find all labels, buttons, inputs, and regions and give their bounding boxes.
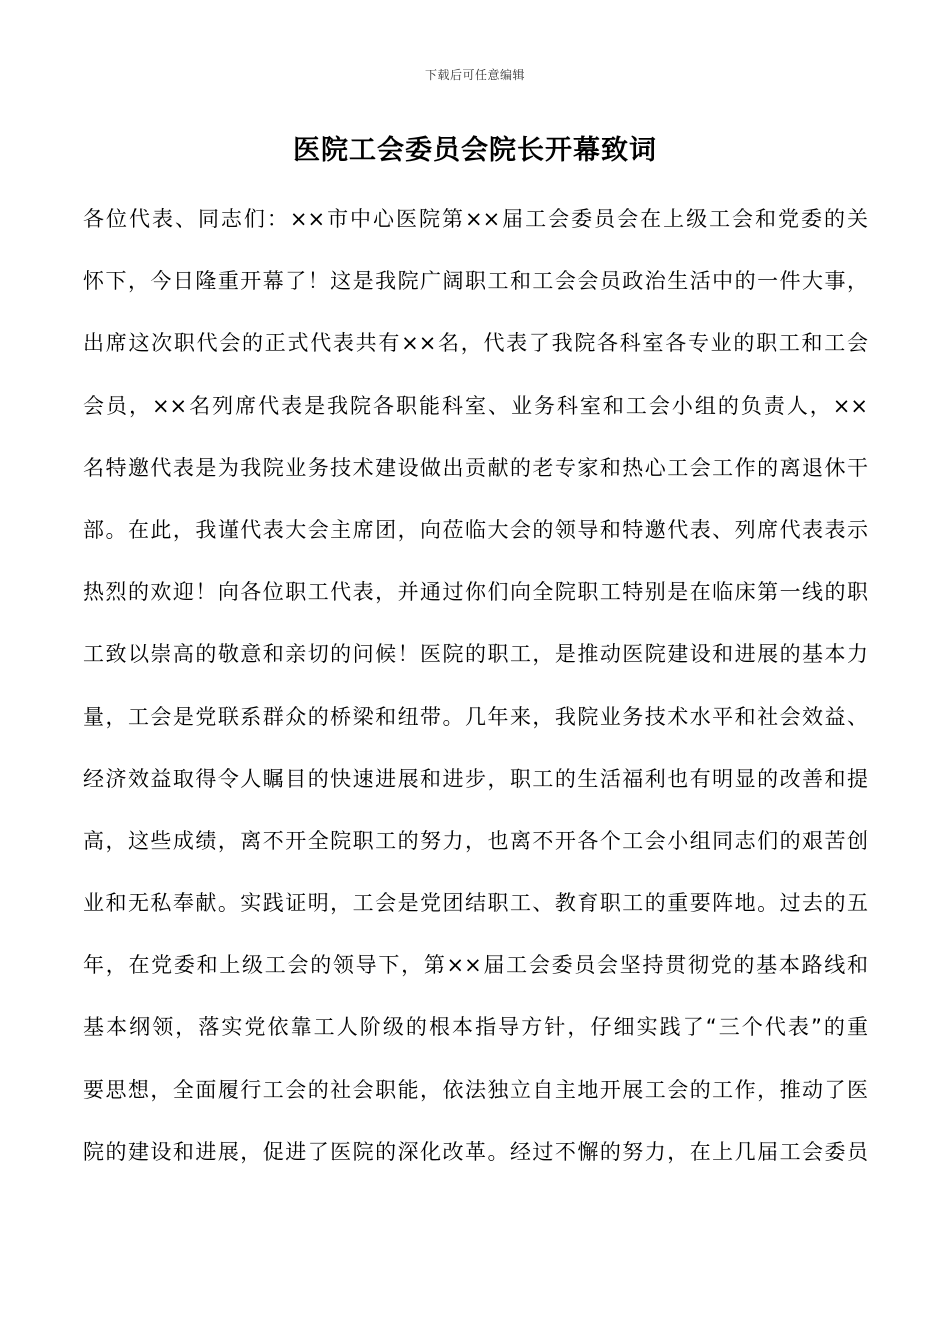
body-line: 经济效益取得令人瞩目的快速进展和进步，职工的生活福利也有明显的改善和提	[83, 766, 868, 791]
body-line: 各位代表、同志们：××市中心医院第××届工会委员会在上级工会和党委的关	[83, 207, 868, 231]
body-line: 怀下，今日隆重开幕了！这是我院广阔职工和工会会员政治生活中的一件大事，	[83, 269, 868, 294]
body-line: 热烈的欢迎！向各位职工代表，并通过你们向全院职工特别是在临床第一线的职	[83, 580, 868, 605]
document-title: 医院工会委员会院长开幕致词	[293, 135, 657, 166]
body-text	[83, 188, 868, 1183]
body-line: 量，工会是党联系群众的桥梁和纽带。几年来，我院业务技术水平和社会效益、	[83, 704, 868, 729]
body-line: 要思想，全面履行工会的社会职能，依法独立自主地开展工会的工作，推动了医	[83, 1077, 868, 1102]
body-line: 出席这次职代会的正式代表共有××名，代表了我院各科室各专业的职工和工会	[83, 331, 868, 356]
body-line: 工致以崇高的敬意和亲切的问候！医院的职工，是推动医院建设和进展的基本力	[83, 642, 868, 667]
body-line: 年，在党委和上级工会的领导下，第××届工会委员会坚持贯彻党的基本路线和	[83, 953, 868, 978]
header-note: 下载后可任意编辑	[424, 68, 525, 82]
body-line: 业和无私奉献。实践证明，工会是党团结职工、教育职工的重要阵地。过去的五	[83, 891, 868, 916]
body-line: 部。在此，我谨代表大会主席团，向莅临大会的领导和特邀代表、列席代表表示	[83, 517, 868, 542]
body-line: 名特邀代表是为我院业务技术建设做出贡献的老专家和热心工会工作的离退休干	[83, 455, 868, 480]
body-line: 高，这些成绩，离不开全院职工的努力，也离不开各个工会小组同志们的艰苦创	[83, 828, 868, 853]
body-line: 院的建设和进展，促进了医院的深化改革。经过不懈的努力，在上几届工会委员	[83, 1139, 868, 1164]
body-line: 会员，××名列席代表是我院各职能科室、业务科室和工会小组的负责人，××	[83, 393, 868, 418]
body-line: 基本纲领，落实党依靠工人阶级的根本指导方针，仔细实践了“三个代表”的重	[83, 1015, 868, 1040]
